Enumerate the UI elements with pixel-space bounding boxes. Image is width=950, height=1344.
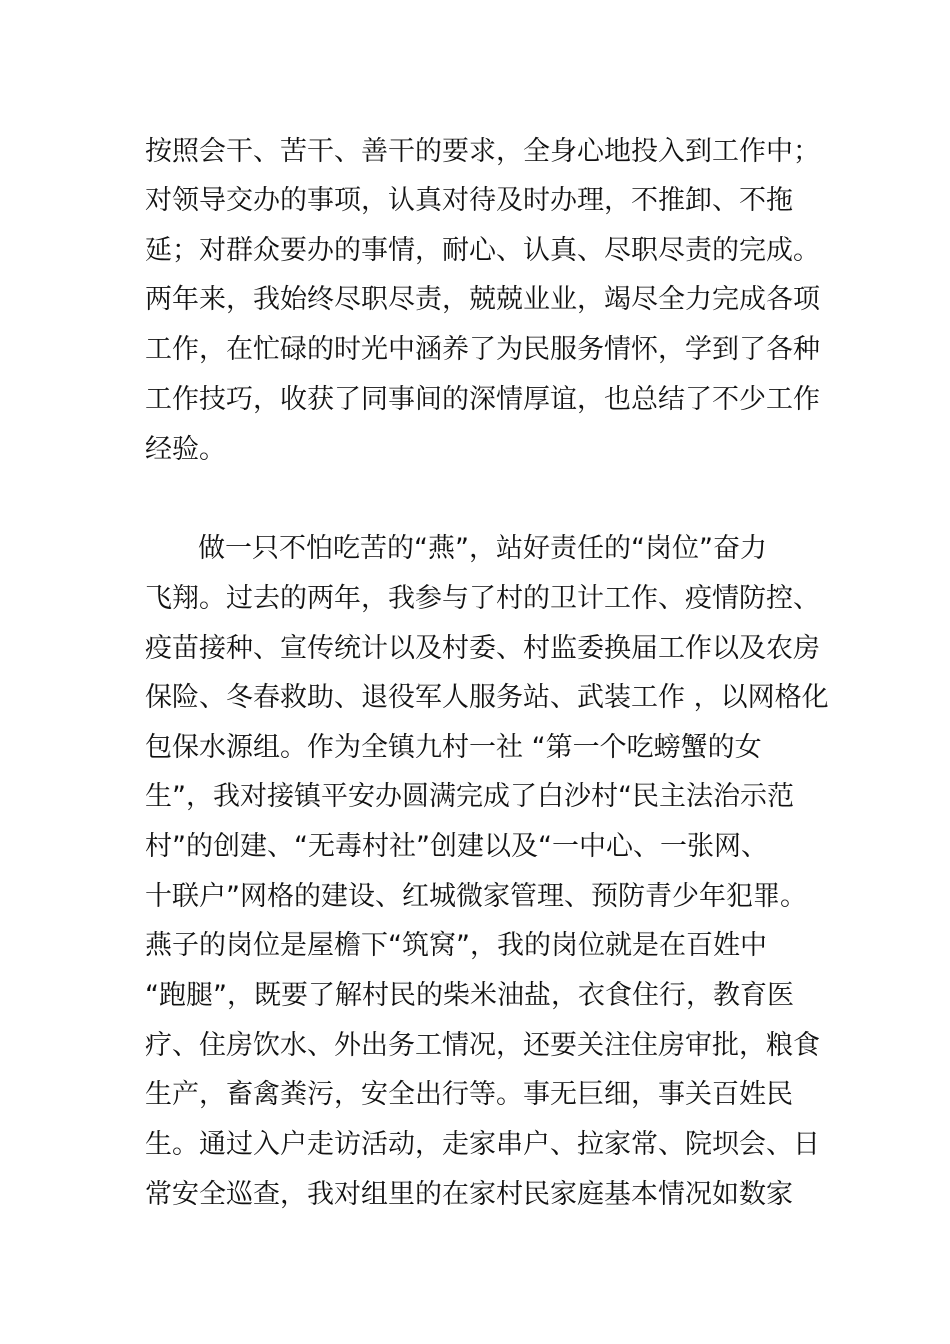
paragraph-2-line-5: 包保水源组。作为全镇九村一社 “第一个吃螃蟹的女 bbox=[145, 732, 762, 763]
paragraph-2-line-13: 生。通过入户走访活动，走家串户、拉家常、院坝会、日 bbox=[145, 1129, 820, 1160]
paragraph-1-line-1: 按照会干、苦干、善干的要求，全身心地投入到工作中； bbox=[145, 136, 820, 167]
paragraph-1-line-2: 对领导交办的事项，认真对待及时办理，不推卸、不拖 bbox=[145, 185, 793, 216]
paragraph-2-line-14: 常安全巡查，我对组里的在家村民家庭基本情况如数家 bbox=[145, 1179, 793, 1210]
paragraph-2-line-12: 生产，畜禽粪污，安全出行等。事无巨细，事关百姓民 bbox=[145, 1079, 793, 1110]
paragraph-2-line-11: 疗、住房饮水、外出务工情况，还要关注住房审批，粮食 bbox=[145, 1030, 820, 1061]
paragraph-1-line-7: 经验。 bbox=[145, 434, 226, 465]
paragraph-2-line-7: 村”的创建、“无毒村社”创建以及“一中心、一张网、 bbox=[145, 831, 768, 862]
paragraph-2-line-2: 飞翔。过去的两年，我参与了村的卫计工作、疫情防控、 bbox=[145, 583, 820, 614]
paragraph-2-line-4: 保险、冬春救助、退役军人服务站、武装工作 ，以网格化 bbox=[145, 682, 829, 713]
paragraph-2-line-10: “跑腿”，既要了解村民的柴米油盐，衣食住行，教育医 bbox=[145, 980, 794, 1011]
paragraph-1-line-6: 工作技巧，收获了同事间的深情厚谊，也总结了不少工作 bbox=[145, 384, 820, 415]
paragraph-1-line-3: 延；对群众要办的事情，耐心、认真、尽职尽责的完成。 bbox=[145, 235, 820, 266]
paragraph-2-line-6: 生”，我对接镇平安办圆满完成了白沙村“民主法治示范 bbox=[145, 781, 794, 812]
paragraph-1-line-5: 工作，在忙碌的时光中涵养了为民服务情怀，学到了各种 bbox=[145, 334, 820, 365]
paragraph-1-line-4: 两年来，我始终尽职尽责，兢兢业业，竭尽全力完成各项 bbox=[145, 284, 820, 315]
paragraph-2-line-9: 燕子的岗位是屋檐下“筑窝”，我的岗位就是在百姓中 bbox=[145, 930, 767, 961]
paragraph-2-line-1: 做一只不怕吃苦的“燕”，站好责任的“岗位”奋力 bbox=[198, 533, 767, 564]
paragraph-2-line-3: 疫苗接种、宣传统计以及村委、村监委换届工作以及农房 bbox=[145, 633, 820, 664]
paragraph-2-line-8: 十联户”网格的建设、红城微家管理、预防青少年犯罪。 bbox=[145, 881, 807, 912]
